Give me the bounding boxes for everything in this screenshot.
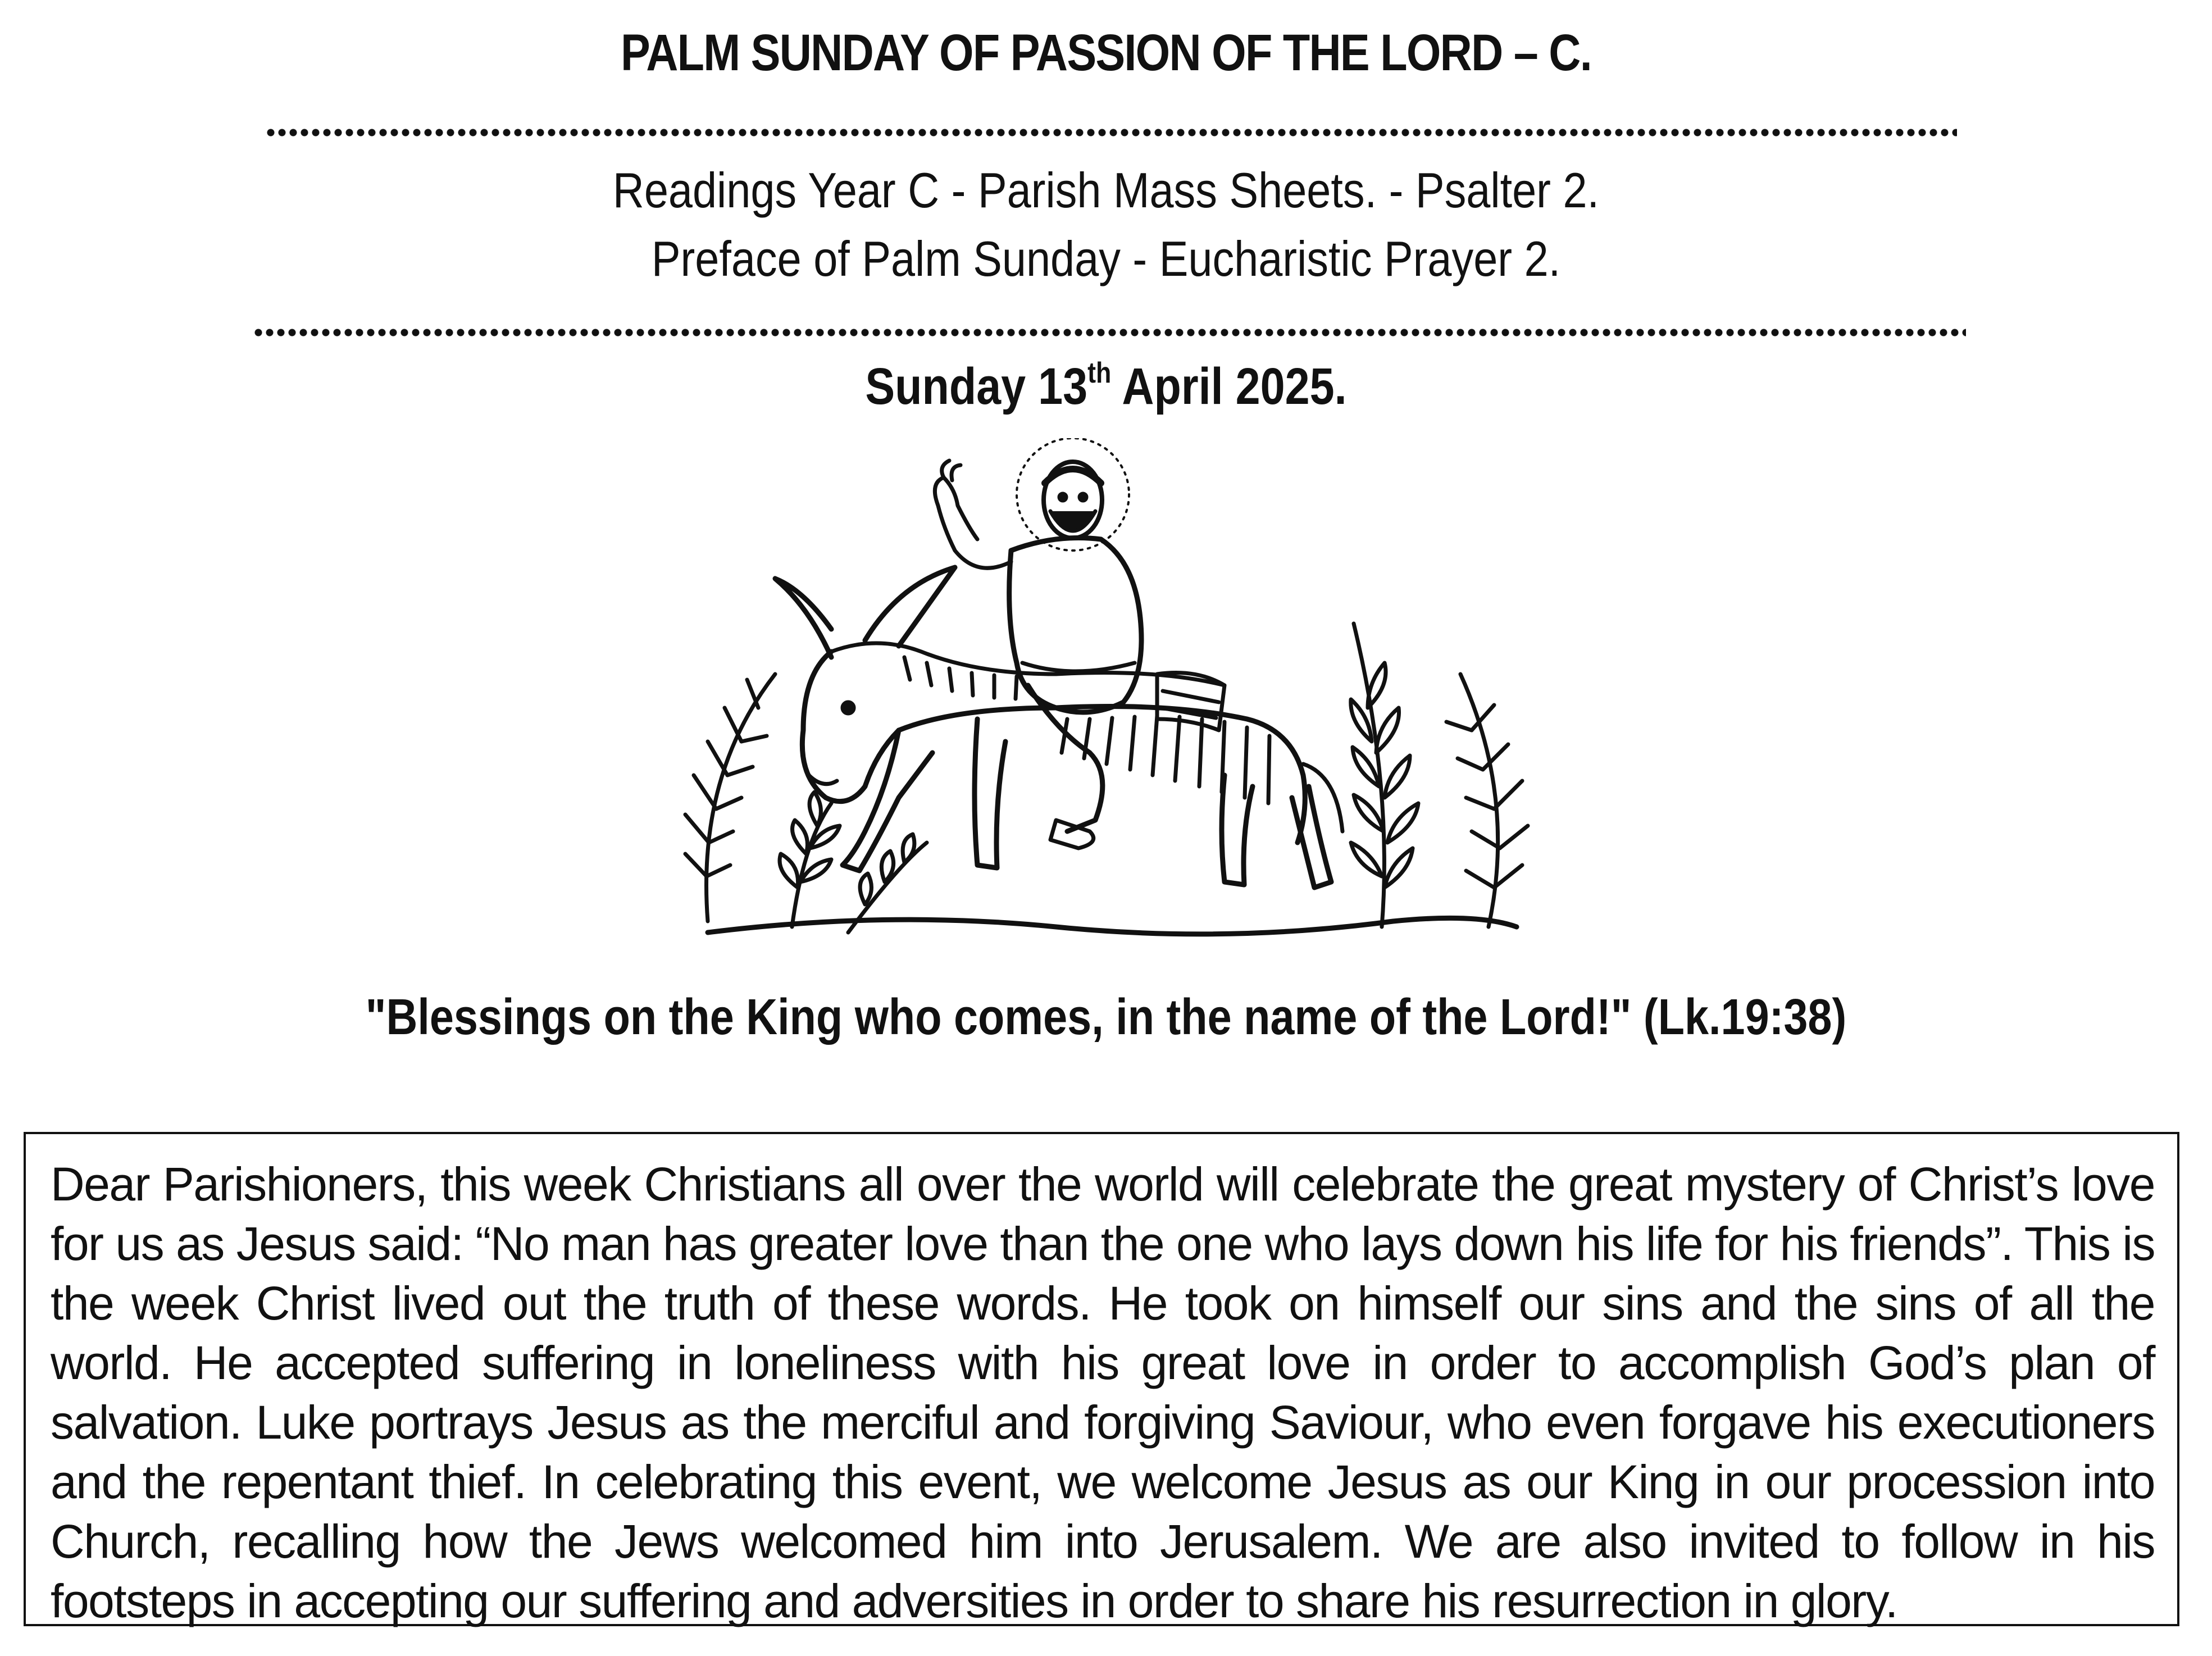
message-box bbox=[24, 1132, 2179, 1626]
date-month-year: April 2025. bbox=[1111, 358, 1347, 415]
scripture-quote: "Blessings on the King who comes, in the name of the Lord!" (Lk.19:38) bbox=[365, 989, 1847, 1045]
date-line bbox=[155, 357, 2058, 416]
dotted-divider-top bbox=[265, 127, 1957, 138]
date-ordinal: th bbox=[1087, 357, 1112, 389]
dotted-divider-bottom bbox=[253, 327, 1966, 338]
parish-message: Dear Parishioners, this week Christians all over the world will celebrate the great mystery of Christ’s love for us as Jesus said: “No man has greater love than the one who lays down his life for his friends”. This is the week Christ lived out the truth of these words. He took on himself our sins and the sins of all the world. He accepted suffering in loneliness with his great love in order to accomplish God’s plan of salvation. Luke portrays Jesus as the merciful and forgiving Saviour, who even forgave his executioners and the repentant thief. In celebrating this event, we welcome Jesus as our King in our procession into Church, recalling how the Jews welcomed him into Jerusalem. We are also invited to follow in his footsteps in accepting our suffering and adversities in order to share his resurrection in glory. bbox=[51, 1158, 2155, 1627]
readings-line: Readings Year C - Parish Mass Sheets. - Psalter 2. bbox=[612, 162, 1600, 218]
date-day: Sunday 13 bbox=[865, 358, 1088, 415]
preface-line: Preface of Palm Sunday - Eucharistic Prayer 2. bbox=[651, 231, 1561, 286]
page-title: PALM SUNDAY OF PASSION OF THE LORD – C. bbox=[621, 24, 1591, 81]
jesus-on-donkey-with-palms-icon bbox=[663, 438, 1550, 955]
